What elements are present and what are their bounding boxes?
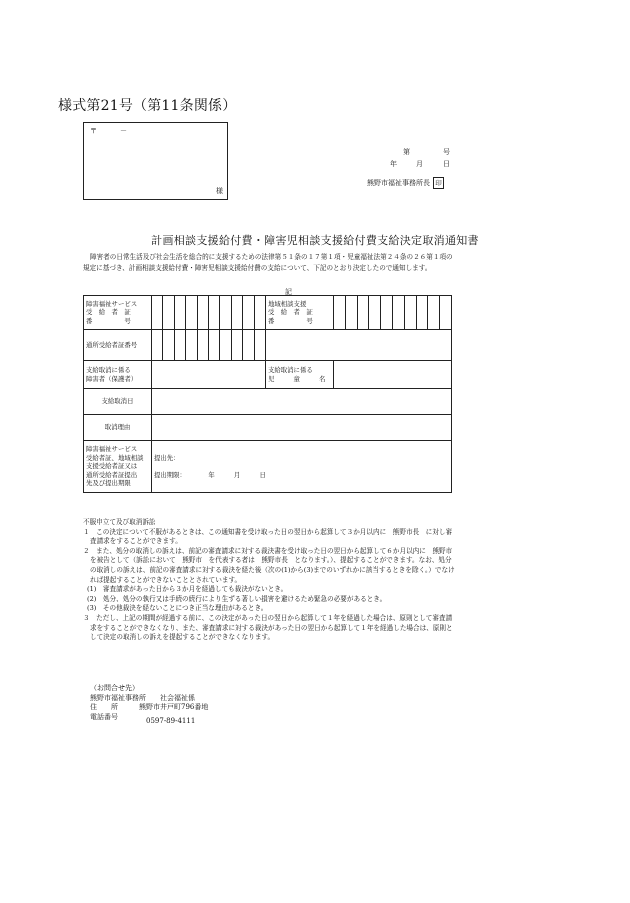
- address-box: [83, 122, 228, 200]
- community-cert-number-cells: [334, 296, 452, 330]
- contact-phone-number: 0597-89-4111: [146, 716, 196, 725]
- recipient-suffix: 様: [216, 187, 223, 195]
- target-child-value: [334, 361, 452, 389]
- appeal-notes: [83, 518, 459, 643]
- community-cert-label: 地域相談支援 受 給 者 証 番 号: [266, 296, 334, 330]
- ki-mark: 記: [285, 288, 292, 296]
- target-person-label: 支給取消に係る 障害者（保護者）: [84, 361, 152, 389]
- submission-value: [152, 441, 452, 493]
- service-cert-number-cells: [152, 296, 266, 330]
- submission-label: 障害福祉サービス 受給者証、地域相談 支援受給者証又は 通所受給者証提出 先及び提出期限: [84, 441, 152, 493]
- target-child-label: 支給取消に係る 児 童 名: [266, 361, 334, 389]
- postal-mark: 〒: [90, 127, 97, 135]
- note-2-1: (1) 審査請求があった日から３か月を経過しても裁決がないとき。: [87, 585, 288, 594]
- outpatient-blank-cell: [266, 330, 452, 361]
- cancel-reason-value: [152, 415, 452, 441]
- notes-heading: 不服申立て及び取消訴訟: [83, 518, 156, 526]
- contact-address: 住 所 熊野市井戸町796番地: [90, 703, 209, 711]
- seal-mark: 印: [433, 177, 444, 189]
- issuer-name: 熊野市福祉事務所長: [367, 179, 430, 187]
- date-month: 月: [416, 160, 423, 168]
- submission-deadline: 提出期限： 年 月 日: [154, 471, 266, 479]
- date-day: 日: [443, 160, 450, 168]
- cancel-date-label: 支給取消日: [84, 389, 152, 415]
- issuer-line: [367, 177, 444, 189]
- contact-heading: （お問合せ先）: [90, 684, 139, 692]
- service-cert-label: 障害福祉サービス 受 給 者 証 番 号: [84, 296, 152, 330]
- note-2-3: (3) その他裁決を経ないことにつき正当な理由があるとき。: [87, 604, 268, 613]
- document-title: 計画相談支援給付費・障害児相談支援給付費支給決定取消通知書: [151, 234, 479, 247]
- cancel-date-value: [152, 389, 452, 415]
- postal-dash: －: [120, 127, 127, 135]
- note-3: ３ ただし、上記の期間が経過する前に、この決定があった日の翌日から起算して１年を経過した場合は、原則として審査請求をすることができなくなり、また、審査請求に対する裁決があった日の翌日から起算して１年を経過した場合は、原則として決定の取消しの訴えを提起することができなくなります。: [83, 613, 453, 642]
- target-person-value: [152, 361, 266, 389]
- submission-destination: 提出先：: [154, 453, 180, 462]
- contact-office: 熊野市福祉事務所 社会福祉係: [90, 693, 195, 702]
- contact-phone-label: 電話番号: [90, 712, 118, 721]
- doc-number-suffix: 号: [443, 148, 450, 156]
- form-number: 様式第21号（第11条関係）: [58, 98, 237, 114]
- date-year: 年: [390, 160, 397, 168]
- note-2: ２ また、処分の取消しの訴えは、前記の審査請求に対する裁決書を受け取った日の翌日から起算して６か月以内に 熊野市 を被告として（訴訟において 熊野市 を代表する者は 熊野市長 となります。）、提起することができます。なお、処分の取消しの訴えは、前記の審査請求に対する裁決を経た後（次の(1)から(3)までのいずれかに該当するときを除く。）でなければ提起することができないこととされています。: [83, 546, 459, 584]
- contact-phone-row: [90, 713, 208, 723]
- contact-info: [90, 684, 209, 725]
- outpatient-cert-label: 通所受給者証番号: [84, 330, 152, 361]
- doc-number-prefix: 第: [403, 148, 410, 156]
- outpatient-cert-number-cells: [152, 330, 266, 361]
- note-1: １ この決定について不服があるときは、この通知書を受け取った日の翌日から起算して３か月以内に 熊野市長 に対し審査請求をすることができます。: [83, 527, 453, 546]
- cancel-reason-label: 取消理由: [84, 415, 152, 441]
- intro-text: 障害者の日常生活及び社会生活を総合的に支援するための法律第５１条の１７第１項・児童福祉法第２４条の２６第１項の規定に基づき、計画相談支援給付費・障害児相談支援給付費の支給について、下記のとおり決定したので通知します。: [83, 253, 453, 272]
- note-2-2: (2) 処分、処分の執行又は手続の続行により生ずる著しい損害を避けるため緊急の必要があるとき。: [87, 594, 387, 603]
- main-table: [83, 295, 452, 493]
